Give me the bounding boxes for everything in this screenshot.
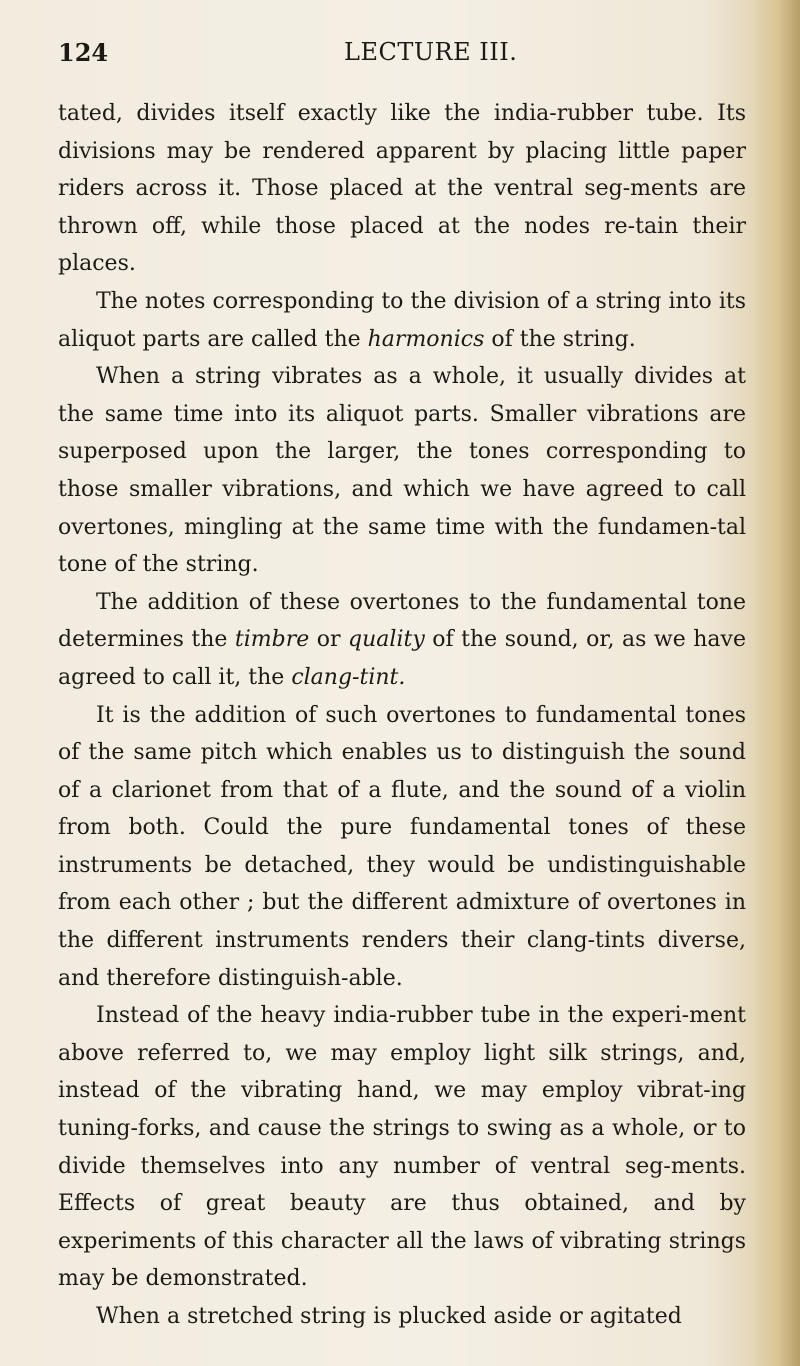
- paragraph-5-text: It is the addition of such overtones to fundamental tones of the same pitch which enables us to distinguish the sound of a clarionet from that of a flute, and the sound of a violin from both. Could the pure fundamental tones of these instruments be detached, they would be undistinguishable from each other ; but the different admixture of overtones in the different instruments renders their clang-tints diverse, and therefore distinguish-able.: [58, 702, 746, 991]
- running-head: LECTURE III.: [344, 38, 518, 66]
- paragraph-3: [58, 358, 746, 584]
- timbre-term: timbre: [234, 627, 310, 653]
- paragraph-6-text: Instead of the heavy india-rubber tube in the experi-ment above referred to, we may employ light silk strings, and, instead of the vibrating hand, we may employ vibrat-ing tuning-forks, and cause the strings to swing as a whole, or to divide themselves into any number of ventral seg-ments. Effects of great beauty are thus obtained, and by experiments of this character all the laws of vibrating strings may be demonstrated.: [58, 1003, 746, 1292]
- quality-term: quality: [348, 627, 425, 653]
- paragraph-6: [58, 997, 746, 1298]
- paragraph-5: [58, 697, 746, 998]
- paragraph-3-text: When a string vibrates as a whole, it usually divides at the same time into its aliquot parts. Smaller vibrations are superposed upon the larger, the tones corresponding to those smaller vibrations, and which we have agreed to call overtones, mingling at the same time with the fundamen-tal tone of the string.: [58, 364, 746, 578]
- page-edge-shadow: [752, 0, 800, 1366]
- page-body: [58, 95, 746, 1336]
- page-header: [0, 38, 800, 78]
- paragraph-1: [58, 95, 746, 283]
- clang-tint-term: clang-tint.: [291, 664, 406, 690]
- paragraph-4-text-3: of the sound, or, as we have agreed to call it, the: [58, 627, 747, 690]
- paragraph-7: [58, 1298, 746, 1336]
- paragraph-2-text-2: of the string.: [484, 326, 636, 352]
- paragraph-4: [58, 584, 746, 697]
- paragraph-1-text: tated, divides itself exactly like the india-rubber tube. Its divisions may be rendered apparent by placing little paper riders across it. Those placed at the ventral seg-ments are thrown off, while those placed at the nodes re-tain their places.: [58, 101, 746, 277]
- paragraph-2-text-1: The notes corresponding to the division of a string into its aliquot parts are called the: [58, 288, 746, 352]
- paragraph-4-text-1: The addition of these overtones to the fundamental tone determines the: [58, 589, 746, 653]
- paragraph-2: [58, 283, 746, 358]
- page-number: 124: [58, 38, 109, 67]
- paragraph-7-text: When a stretched string is plucked aside or agitated: [96, 1304, 682, 1329]
- paragraph-4-text-2: or: [309, 627, 349, 653]
- harmonics-term: harmonics: [367, 326, 485, 352]
